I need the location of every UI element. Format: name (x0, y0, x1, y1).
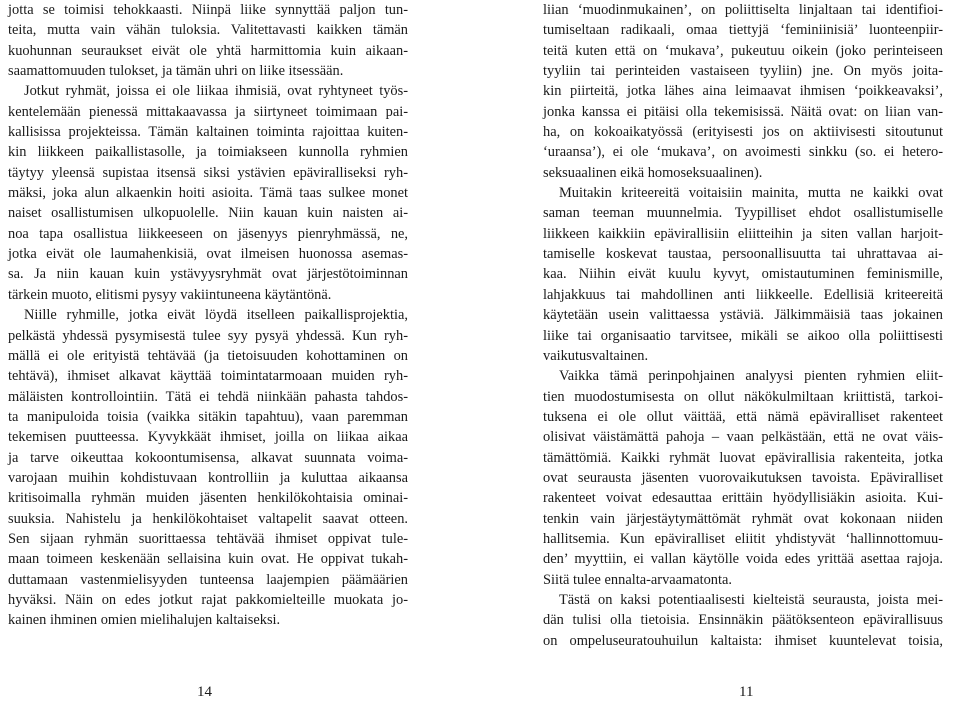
text-line: tekemisen puutteessa. Kyvykkäät ihmiset, joilla on liikaa aikaa (8, 429, 408, 446)
right-page-text (543, 0, 943, 651)
right-page-number: 11 (739, 684, 754, 700)
text-line: kuohunnan seuraukset eivät ole yhtä harmittomia kuin aikaan- (8, 42, 408, 59)
left-page-number: 14 (197, 684, 212, 700)
text-line: Vaikka tämä perinpohjainen analyysi pienten ryhmien eliit- (559, 368, 943, 385)
text-line: kritisoimalla ryhmän muiden jäsenten henkilökohtaisia ominai- (8, 490, 408, 507)
text-line: varojaan muihin kohdistuvaan kontrolliin ja kuluttaa aikaansa (8, 469, 408, 486)
text-line: seksuaalinen eikä homoseksuaalinen). (543, 164, 763, 181)
text-line: tien muodostumisesta on ollut näkökulmiltaan kriittistä, tarkoi- (543, 388, 943, 405)
text-line: tuksena ei ole ollut väittää, että nämä epäviralliset rakenteet (543, 408, 943, 425)
text-line: vaikutusvaltainen. (543, 347, 649, 364)
text-line: on ompeluseuratouhuilun kaltaista: ihmiset kuuntelevat toisia, (543, 632, 943, 649)
text-line: kin piirteitä, jotka lähes aina leimaavat ihmisen ‘poikkeavaksi’, (543, 83, 943, 100)
text-line: ‘uraansa’), ei ole ‘mukava’, on avoimesti sinkku (so. ei hetero- (543, 144, 943, 161)
text-line: tehtävä), ihmiset alkavat käyttää toimintatarmoaan muiden ryh- (8, 368, 408, 385)
text-line: liikkeen kaikkiin epävirallisiin eliitteihin ja siten vallan harjoit- (543, 225, 943, 242)
text-line: suuksia. Nahistelu ja henkilökohtaiset valtapelit saavat otteen. (8, 510, 408, 527)
text-line: tamiselle koskevat taustaa, persoonallisuutta tai uhrattavaa ai- (543, 246, 943, 263)
text-line: liian ‘muodinmukainen’, on poliittiselta linjaltaan tai identifioi- (543, 2, 943, 18)
text-line: saamattomuuden tulokset, ja tämän uhri on liike itsessään. (8, 63, 344, 80)
text-line: tenkin vain järjestäytymättömät ryhmät ovat kokonaan niiden (543, 510, 943, 527)
text-line: olisivat väistämättä pahoja – vaan pelkästään, että ne ovat väis- (543, 429, 943, 446)
text-line: dän tulisi olla tietoisia. Ensinnäkin päätöksenteon epävirallisuus (543, 612, 943, 629)
text-line: Jotkut ryhmät, joissa ei ole liikaa ihmisiä, ovat ryhtyneet työs- (24, 83, 408, 100)
text-line: jonka kanssa ei pitäisi olla tekemisissä. Näitä ovat: on liian van- (543, 103, 943, 120)
text-line: kin liikkeen paikallistasolle, ja toimiakseen kunnolla ryhmien (8, 144, 408, 161)
text-line: sa. Ja niin kauan kuin ystävyysryhmät ovat järjestötoiminnan (8, 266, 408, 283)
text-line: teitä kuten että on ‘mukava’, pukeutuu oikein (joko perinteiseen (543, 42, 943, 59)
text-line: mäläisten kontrollointiin. Tätä ei tehdä niinkään pahasta tahdos- (8, 388, 408, 405)
text-line: jotta se toimisi tehokkaasti. Niinpä liike synnyttää paljon tun- (8, 2, 408, 18)
text-line: rakenteet voivat edesauttaa erittäin hyödyllisiäkin asioita. Kui- (543, 490, 943, 507)
text-line: teita, mutta vain vähän tuloksia. Valitettavasti kaikken tämän (8, 22, 408, 39)
text-line: kentelemään pienessä mittakaavassa ja siirtyneet toimimaan pai- (8, 103, 408, 120)
left-page-text (8, 0, 408, 631)
text-line: kallisissa projekteissa. Tämän kaltainen toiminta rajoittaa kuiten- (8, 124, 408, 141)
text-line: pelkästä yhdessä pysymisestä tulee syy pysyä yhdessä. Kun ryh- (8, 327, 408, 344)
text-line: tämättömiä. Kaikki ryhmät luovat epävirallisia rakenteita, jotka (543, 449, 943, 466)
text-line: Muitakin kriteereitä voitaisiin mainita, mutta ne kaikki ovat (559, 185, 943, 202)
text-line: ta manipuloida toisia (vaikka sitäkin tapahtuu), vaan paremman (8, 408, 408, 425)
text-line: kaa. Niihin eivät kuulu kyvyt, omistautuminen feminismille, (543, 266, 943, 283)
text-line: noa tapa osallistua liikkeeseen on jäsenyys pienryhmässä, ne, (8, 225, 408, 242)
text-line: mäksi, joka alun alkaenkin hoiti asioita. Tämä taas sulkee monet (8, 185, 408, 202)
text-line: Sen sijaan ryhmän suorittaessa tehtävää ihmiset oppivat tule- (8, 530, 408, 547)
text-line: hyväksi. Näin on edes jotkut rajat pakkomielteille muokata jo- (8, 591, 408, 608)
text-line: maan toimeen keskenään sellaisina kuin ovat. He oppivat tukah- (8, 551, 408, 568)
text-line: Niille ryhmille, jotka eivät löydä itselleen paikallisprojektia, (24, 307, 408, 324)
text-line: ovat seurausta jäsenten vuorovaikutuksen tavoista. Epäviralliset (543, 469, 943, 486)
text-line: Siitä tulee ennalta-arvaamatonta. (543, 571, 732, 588)
text-line: mällä ei ole erityistä tehtävää (ja tietoisuuden kohottaminen on (8, 347, 408, 364)
text-line: Tästä on kaksi potentiaalisesti kielteistä seurausta, joista mei- (559, 591, 943, 608)
text-line: ja tarve oikeuttaa kokoontumisensa, alkavat suunnata voima- (8, 449, 408, 466)
text-line: naiset osallistumisen ulkopuolelle. Niin kauan kuin naisten ai- (8, 205, 408, 222)
text-line: duttamaan vastenmielisyyden tunteensa laajempien päämäärien (8, 571, 408, 588)
text-line: ha, on kokoaikatyössä (erityisesti jos on aktiivisesti sitoutunut (543, 124, 943, 141)
text-line: tumiseltaan radikaali, omaa tiettyjä ‘feminiinisiä’ luonteenpiir- (543, 22, 943, 39)
text-line: tyyliin tai perinteiden vastaiseen tyyliin) jne. On myös joita- (543, 63, 943, 80)
text-line: kainen ihminen omien mielihalujen kaltaiseksi. (8, 612, 281, 629)
text-line: tärkein muoto, elitismi pysyy vakiintuneena käytäntönä. (8, 286, 332, 303)
text-line: saman teeman muunnelmia. Tyypilliset ehdot osallistumiselle (543, 205, 943, 222)
text-line: den’ myyttiin, ei vallan käytölle voida edes yrittää asettaa rajoja. (543, 551, 943, 568)
text-line: hallitsemia. Kun epäviralliset eliitit yhdistyvät ‘hallinnottomuu- (543, 530, 943, 547)
text-line: jotka eivät ole laumahenkisiä, ovat ilmeisen huonossa asemas- (8, 246, 408, 263)
text-line: liike tai organisaatio tarvitsee, mikäli se aikoo olla poliittisesti (543, 327, 943, 344)
text-line: lahjakkuus tai mahdollinen anti liikkeelle. Edellisiä kriteereitä (543, 286, 943, 303)
text-line: täytyy yleensä supistaa itsensä siksi ystävien epäviralliseksi ryh- (8, 164, 408, 181)
text-line: käytetään usein valittaessa ystäviä. Jälkimmäisiä taas jokainen (543, 307, 943, 324)
